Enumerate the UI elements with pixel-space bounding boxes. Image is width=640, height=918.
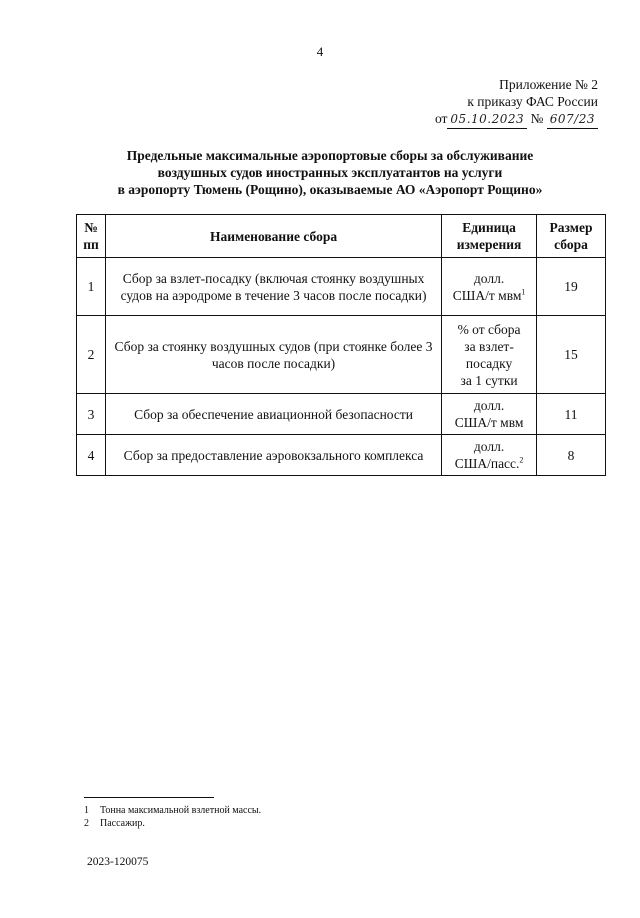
appendix-order-ref: к приказу ФАС России	[467, 94, 598, 109]
title-line-3: в аэропорту Тюмень (Рощино), оказываемые АО «Аэропорт Рощино»	[117, 182, 543, 197]
header-name: Наименование сбора	[105, 215, 441, 258]
document-registration-number: 2023-120075	[87, 856, 149, 868]
row-num: 2	[77, 316, 106, 394]
table-row	[77, 258, 606, 316]
row-num: 1	[77, 258, 106, 316]
row-num: 3	[77, 394, 106, 435]
row-fee-name: Сбор за взлет-посадку (включая стоянку воздушных судов на аэродроме в течение 3 часов после посадки)	[105, 258, 441, 316]
row-size: 8	[537, 435, 606, 476]
fees-table	[76, 214, 606, 476]
header-num: № пп	[77, 215, 106, 258]
row-unit: долл. США/т мвм	[442, 394, 537, 435]
row-unit: долл. США/пасс.$^2$	[442, 435, 537, 476]
row-size: 11	[537, 394, 606, 435]
row-fee-name: Сбор за обеспечение авиационной безопасности	[105, 394, 441, 435]
appendix-title: Приложение № 2	[499, 77, 598, 92]
page-number: 4	[316, 44, 324, 59]
footnote-mark: 1	[84, 805, 89, 816]
table-header-row	[77, 215, 606, 258]
footnote-item	[84, 817, 261, 830]
row-fee-name: Сбор за стоянку воздушных судов (при стоянке более 3 часов после посадки)	[105, 316, 441, 394]
appendix-date-number	[435, 110, 598, 129]
header-unit: Единица измерения	[442, 215, 537, 258]
row-fee-name: Сбор за предоставление аэровокзального комплекса	[105, 435, 441, 476]
footnotes	[84, 804, 261, 830]
number-prefix: №	[530, 111, 544, 126]
table-row	[77, 435, 606, 476]
footnote-item	[84, 804, 261, 817]
footnote-text: Пассажир.	[100, 818, 145, 829]
handwritten-date: 05.10.2023	[450, 112, 525, 126]
table-row	[77, 394, 606, 435]
title-line-2: воздушных судов иностранных эксплуатантов на услуги	[157, 165, 503, 180]
appendix-block	[435, 76, 598, 129]
table-row	[77, 316, 606, 394]
handwritten-number: 607/23	[549, 112, 595, 126]
row-size: 19	[537, 258, 606, 316]
footnote-divider	[84, 797, 214, 798]
date-prefix: от	[434, 111, 448, 126]
document-title	[60, 147, 600, 198]
title-line-1: Предельные максимальные аэропортовые сборы за обслуживание	[126, 148, 534, 163]
footnote-text: Тонна максимальной взлетной массы.	[100, 805, 262, 816]
row-unit: % от сбора за взлет- посадку за 1 сутки	[442, 316, 537, 394]
row-size: 15	[537, 316, 606, 394]
header-size: Размер сбора	[537, 215, 606, 258]
row-num: 4	[77, 435, 106, 476]
row-unit: долл. США/т мвм$^1$	[442, 258, 537, 316]
footnote-mark: 2	[84, 818, 89, 829]
